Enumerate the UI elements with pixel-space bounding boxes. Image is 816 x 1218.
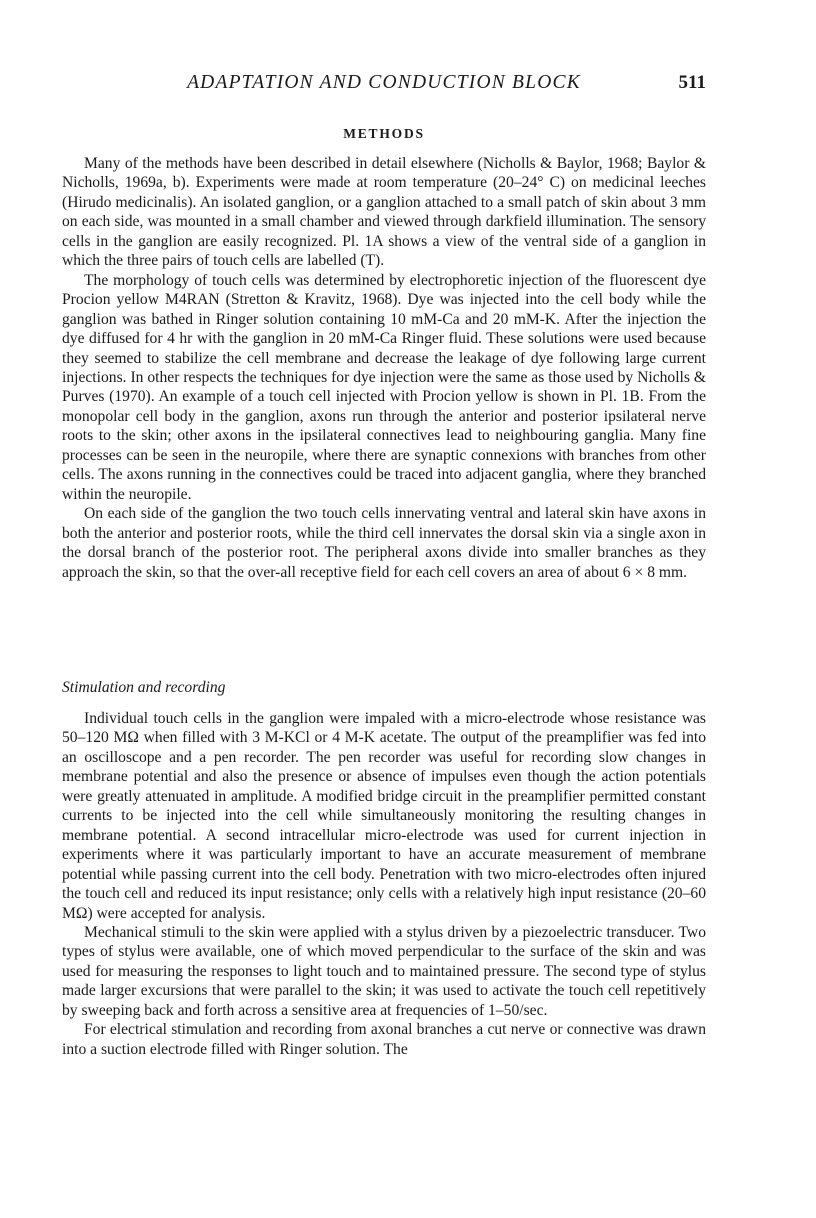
stimulation-paragraph-3: For electrical stimulation and recording from axonal branches a cut nerve or connective was drawn into a suction electrode filled with Ringer solution. The [62,1021,706,1058]
stimulation-paragraph-1: Individual touch cells in the ganglion were impaled with a micro-electrode whose resistance was 50–120 MΩ when filled with 3 M-KCl or 4 M-K acetate. The output of the preamplifier was fed into an oscilloscope and a pen recorder. The pen recorder was useful for recording slow changes in membrane potential and also the presence or absence of impulses even though the action potentials were greatly attenuated in amplitude. A modified bridge circuit in the preamplifier permitted constant currents to be injected into the cell while simultaneously monitoring the resulting changes in membrane potential. A second intracellular micro-electrode was used for current injection in experiments where it was particularly important to have an accurate measurement of membrane potential while passing current into the cell body. Penetration with two micro-electrodes often injured the touch cell and reduced its input resistance; only cells with a relatively high input resistance (20–60 MΩ) were accepted for analysis. [62,710,706,922]
methods-paragraph-1: Many of the methods have been described in detail elsewhere (Nicholls & Baylor, 1968; Baylor & Nicholls, 1969a, b). Experiments were made at room temperature (20–24° C) on medicinal leeches (Hirudo medicinalis). An isolated ganglion, or a ganglion attached to a small patch of skin about 3 mm on each side, was mounted in a small chamber and viewed through darkfield illumination. The sensory cells in the ganglion are easily recognized. Pl. 1A shows a view of the ventral side of a ganglion in which the three pairs of touch cells are labelled (T). [62,155,706,270]
page-number: 511 [678,72,706,93]
stimulation-body [62,709,706,1059]
methods-paragraph-3: On each side of the ganglion the two touch cells innervating ventral and lateral skin have axons in both the anterior and posterior roots, while the third cell innervates the dorsal skin via a single axon in the dorsal branch of the posterior root. The peripheral axons divide into smaller branches as they approach the skin, so that the over-all receptive field for each cell covers an area of about 6 × 8 mm. [62,505,706,581]
methods-body [62,154,706,582]
stimulation-paragraph-2: Mechanical stimuli to the skin were applied with a stylus driven by a piezoelectric transducer. Two types of stylus were available, one of which moved perpendicular to the surface of the skin and was used for measuring the responses to light touch and to maintained pressure. The second type of stylus made larger excursions that were parallel to the skin; it was used to activate the touch cell repetitively by sweeping back and forth across a sensitive area at frequencies of 1–50/sec. [62,923,706,1019]
running-head [62,72,706,102]
methods-heading: METHODS [343,126,425,141]
methods-paragraph-2: The morphology of touch cells was determined by electrophoretic injection of the fluorescent dye Procion yellow M4RAN (Stretton & Kravitz, 1968). Dye was injected into the cell body while the ganglion was bathed in Ringer solution containing 10 mM-Ca and 20 mM-K. After the injection the dye diffused for 4 hr with the ganglion in 20 mM-Ca Ringer fluid. These solutions were used because they seemed to stabilize the cell membrane and decrease the leakage of dye following large current injections. In other respects the techniques for dye injection were the same as those used by Nicholls & Purves (1970). An example of a touch cell injected with Procion yellow is shown in Pl. 1B. From the monopolar cell body in the ganglion, axons run through the anterior and posterior ipsilateral nerve roots to the skin; other axons in the ipsilateral connectives lead to neighbouring ganglia. Many fine processes can be seen in the neuropile, where there are synaptic connexions with branches from other cells. The axons running in the connectives could be traced into adjacent ganglia, where they branched within the neuropile. [62,271,706,503]
stimulation-heading: Stimulation and recording [62,679,226,696]
running-title: ADAPTATION AND CONDUCTION BLOCK [187,72,581,93]
